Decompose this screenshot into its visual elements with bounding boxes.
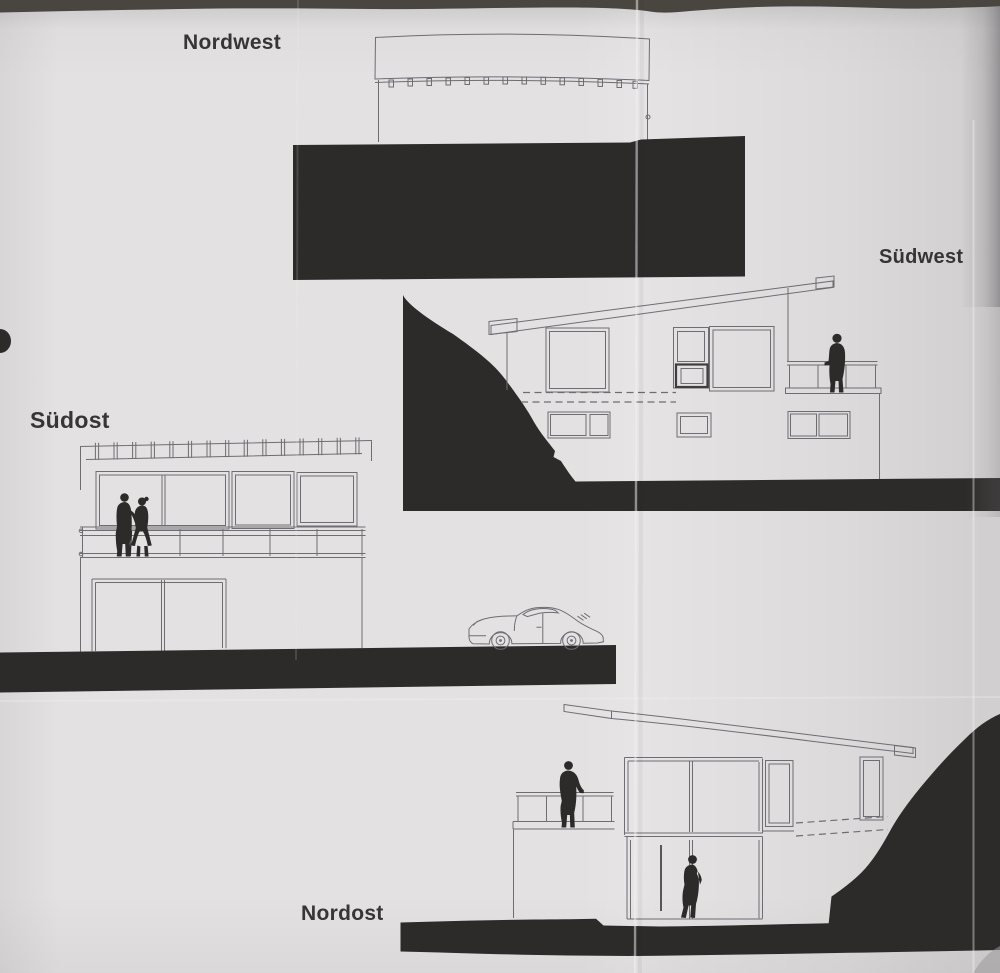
page-edge-shading-mid — [965, 307, 1000, 517]
ne-hidden-floor-dashes — [796, 817, 888, 837]
so-couple-silhouette — [116, 493, 152, 556]
nw-fascia-line — [375, 80, 649, 84]
fold-crease-left — [296, 0, 298, 660]
nordwest-elevation-drawing — [293, 34, 745, 280]
so-lower-walls — [81, 558, 363, 652]
ne-floor-line — [625, 831, 795, 837]
sw-lower-windows — [548, 412, 850, 439]
elevation-label-suedost: Südost — [30, 407, 110, 433]
so-street-band-fill — [0, 645, 616, 693]
ne-roof-left-cap — [564, 705, 612, 719]
nw-roof-band — [375, 34, 650, 80]
fold-crease-vertical-shadow — [640, 0, 642, 973]
hole-punch-mark — [0, 329, 11, 353]
sw-roof-left-cap — [489, 319, 517, 335]
sw-hidden-floor-dashes — [521, 393, 676, 403]
ne-walking-person-silhouette — [681, 855, 702, 918]
ne-balcony-person-silhouette — [560, 761, 584, 827]
so-garage-door — [92, 579, 226, 651]
suedwest-elevation-drawing — [403, 276, 1000, 511]
elevation-label-nordost: Nordost — [301, 902, 384, 925]
nw-retaining-wall-fill — [293, 136, 745, 280]
ne-roof-beam — [612, 711, 914, 754]
ne-narrow-windows — [766, 757, 884, 827]
nw-walls — [379, 80, 648, 142]
ne-upper-glazing — [625, 758, 763, 836]
elevation-label-nordwest: Nordwest — [183, 31, 282, 54]
fold-crease-horizontal — [0, 697, 1000, 701]
sw-upper-windows — [546, 327, 774, 393]
elevation-label-suedwest: Südwest — [879, 246, 964, 268]
ne-street-band-fill — [401, 919, 1000, 956]
sw-roof-beam — [491, 281, 833, 335]
car-silhouette — [469, 607, 603, 649]
table-edge-strip — [0, 0, 1000, 13]
sw-balcony-person-silhouette — [825, 334, 846, 393]
nordost-elevation-drawing — [401, 705, 1000, 956]
page-edge-shading-top — [960, 7, 1000, 307]
